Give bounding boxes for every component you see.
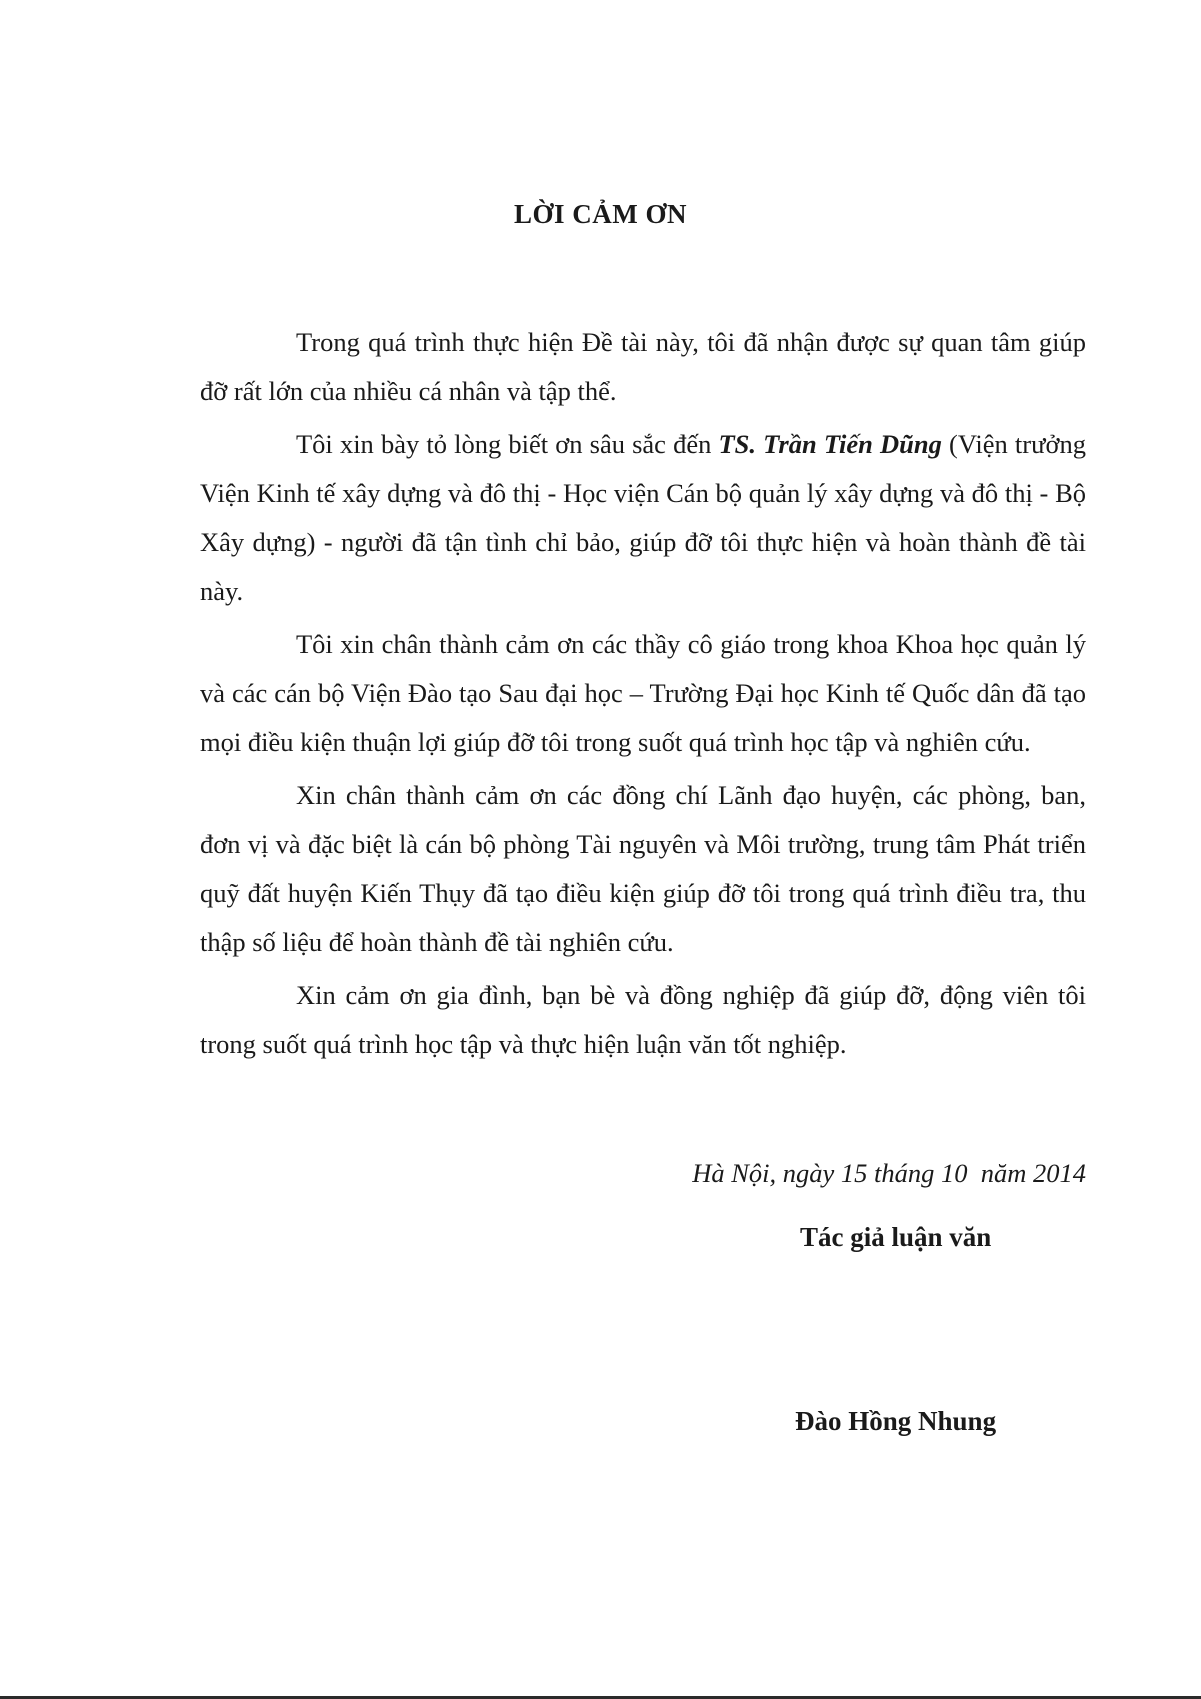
paragraph-2-intro: Tôi xin bày tỏ lòng biết ơn sâu sắc đến	[296, 429, 719, 459]
page-title: LỜI CẢM ƠN	[514, 199, 687, 229]
paragraph-1: Trong quá trình thực hiện Đề tài này, tôi đã nhận được sự quan tâm giúp đỡ rất lớn của nhiều cá nhân và tập thể.	[200, 327, 1086, 406]
author-name: Đào Hồng Nhung	[795, 1406, 997, 1436]
paragraph-4: Xin chân thành cảm ơn các đồng chí Lãnh đạo huyện, các phòng, ban, đơn vị và đặc biệt là cán bộ phòng Tài nguyên và Môi trường, trung tâm Phát triển quỹ đất huyện Kiến Thụy đã tạo điều kiện giúp đỡ tôi trong quá trình điều tra, thu thập số liệu để hoàn thành đề tài nghiên cứu.	[200, 780, 1086, 957]
paragraph-5: Xin cảm ơn gia đình, bạn bè và đồng nghiệp đã giúp đỡ, động viên tôi trong suốt quá trình học tập và thực hiện luận văn tốt nghiệp.	[200, 980, 1086, 1059]
date-line: Hà Nội, ngày 15 tháng 10 năm 2014	[692, 1158, 1086, 1188]
acknowledgement-body	[200, 318, 1086, 1073]
paragraph-2	[200, 420, 1086, 616]
paragraph-2-rest: (Viện trưởng Viện Kinh tế xây dựng và đô thị - Học viện Cán bộ quản lý xây dựng và đô thị - Bộ Xây dựng) - người đã tận tình chỉ bảo, giúp đỡ tôi thực hiện và hoàn thành đề tài này.	[200, 429, 1086, 606]
author-role: Tác giả luận văn	[800, 1222, 992, 1252]
supervisor-name: TS. Trần Tiến Dũng	[718, 429, 942, 459]
paragraph-3: Tôi xin chân thành cảm ơn các thầy cô giáo trong khoa Khoa học quản lý và các cán bộ Viện Đào tạo Sau đại học – Trường Đại học Kinh tế Quốc dân đã tạo mọi điều kiện thuận lợi giúp đỡ tôi trong suốt quá trình học tập và nghiên cứu.	[200, 629, 1086, 757]
